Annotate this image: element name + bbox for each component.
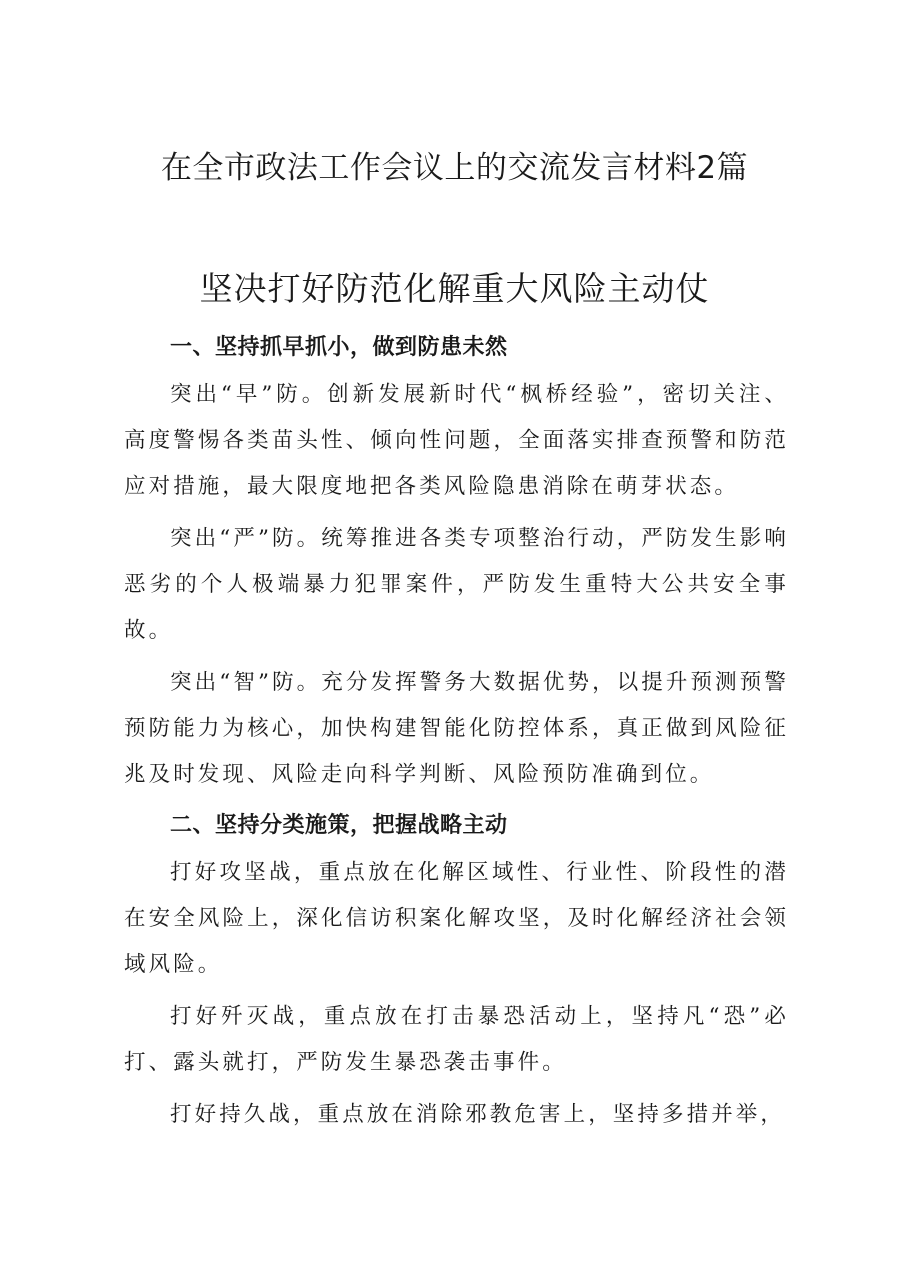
paragraph: 突出“早”防。创新发展新时代“枫桥经验”，密切关注、高度警惕各类苗头性、倾向性问题，全面落实排查预警和防范应对措施，最大限度地把各类风险隐患消除在萌芽状态。: [124, 382, 789, 499]
paragraph: 打好攻坚战，重点放在化解区域性、行业性、阶段性的潜在安全风险上，深化信访积案化解攻坚，及时化解经济社会领域风险。: [124, 860, 789, 977]
section-heading: 二、坚持分类施策，把握战略主动: [170, 813, 508, 838]
paragraph: 打好歼灭战，重点放在打击暴恐活动上，坚持凡“恐”必打、露头就打，严防发生暴恐袭击事件。: [124, 1004, 789, 1075]
paragraph: 突出“智”防。充分发挥警务大数据优势，以提升预测预警预防能力为核心，加快构建智能化防控体系，真正做到风险征兆及时发现、风险走向科学判断、风险预防准确到位。: [124, 670, 789, 787]
paragraph: 突出“严”防。统筹推进各类专项整治行动，严防发生影响恶劣的个人极端暴力犯罪案件，严防发生重特大公共安全事故。: [124, 526, 789, 643]
section-heading: 一、坚持抓早抓小，做到防患未然: [170, 335, 508, 360]
paragraph: 打好持久战，重点放在消除邪教危害上，坚持多措并举，: [170, 1102, 786, 1127]
document-title: 在全市政法工作会议上的交流发言材料2篇: [160, 150, 749, 186]
section-1: [124, 326, 789, 798]
article-title: 坚决打好防范化解重大风险主动仗: [199, 269, 710, 308]
section-2: [124, 804, 789, 1138]
document-body: [124, 326, 789, 1144]
